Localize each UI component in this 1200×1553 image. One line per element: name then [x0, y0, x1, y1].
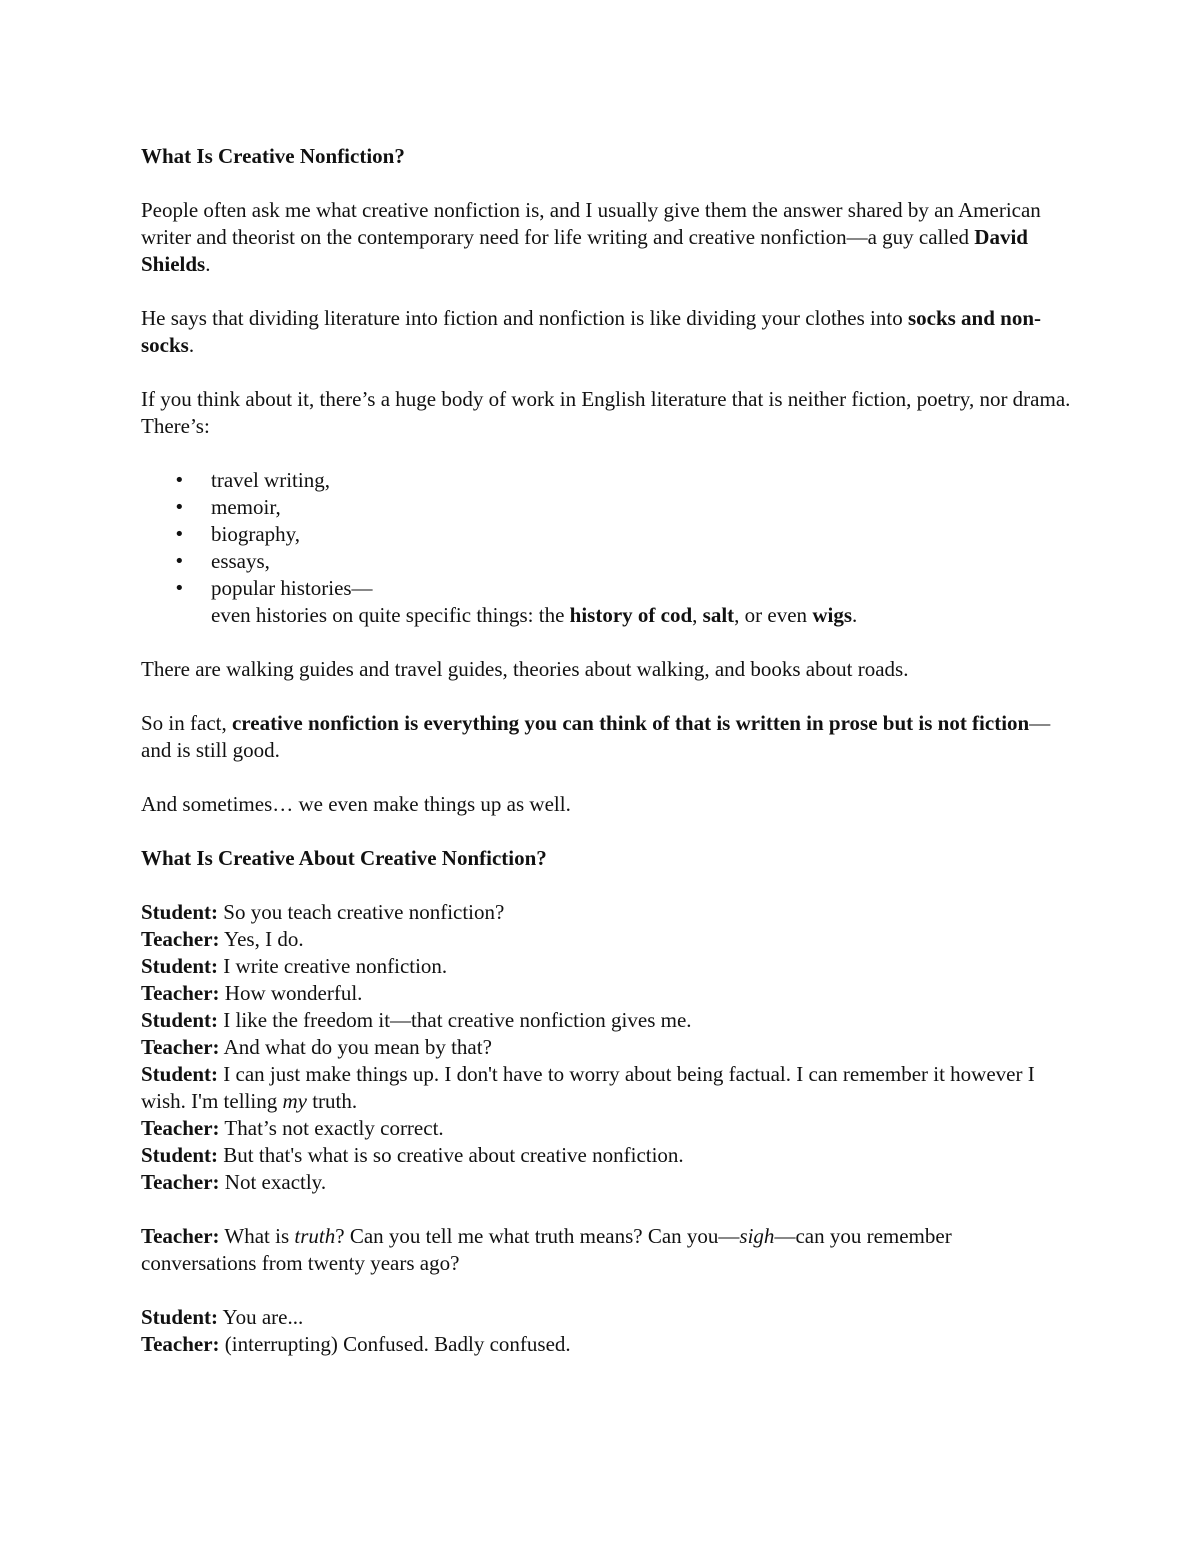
dialogue-text: And what do you mean by that? [219, 1035, 492, 1059]
bullet-icon: • [174, 497, 185, 518]
dialogue-line [141, 1169, 1071, 1196]
dialogue-text: You are... [218, 1305, 304, 1329]
speaker-label: Student: [141, 954, 219, 978]
bold-text: socks and non-socks [141, 306, 1042, 357]
dialogue-line [141, 1007, 1071, 1034]
list-item [141, 548, 1071, 575]
dialogue-line [141, 926, 1071, 953]
list-item-text: , or even [734, 603, 813, 627]
speaker-label: Student: [141, 1062, 219, 1086]
dialogue-line [141, 1142, 1071, 1169]
dialogue-text: But that's what is so creative about creative nonfiction. [218, 1143, 684, 1167]
paragraph-definition [141, 710, 1071, 764]
bold-text: history of cod [569, 603, 693, 627]
list-item-text: popular histories— [211, 576, 373, 600]
section-heading: What Is Creative Nonfiction? [141, 144, 405, 168]
speaker-label: Teacher: [141, 1035, 220, 1059]
italic-text: sigh [739, 1224, 775, 1248]
speaker-label: Student: [141, 1143, 219, 1167]
paragraph-text: People often ask me what creative nonfiction is, and I usually give them the answer shared by an American writer and theorist on the contemporary need for life writing and creative nonfiction—a guy called [141, 198, 1041, 249]
list-item [141, 467, 1071, 494]
dialogue-block [141, 899, 1071, 1196]
paragraph-body-of-work: If you think about it, there’s a huge body of work in English literature that is neither fiction, poetry, nor drama. There’s: [141, 387, 1071, 438]
list-item-text: , [692, 603, 703, 627]
dialogue-line [141, 980, 1071, 1007]
paragraph-text: —and is still good. [141, 711, 1051, 762]
bullet-icon: • [174, 524, 185, 545]
dialogue-text: What is [219, 1224, 295, 1248]
speaker-label: Student: [141, 1008, 219, 1032]
speaker-label: Teacher: [141, 927, 220, 951]
dialogue-line [141, 1061, 1071, 1115]
speaker-label: Teacher: [141, 981, 220, 1005]
dialogue-text: truth. [306, 1089, 358, 1113]
list-item [141, 494, 1071, 521]
dialogue-line [141, 953, 1071, 980]
dialogue-line [141, 1115, 1071, 1142]
bold-text: David Shields [141, 225, 1028, 276]
dialogue-paragraph-truth [141, 1223, 1071, 1277]
bold-text: salt [702, 603, 735, 627]
list-item-text: . [852, 603, 858, 627]
dialogue-text: (interrupting) Confused. Badly confused. [219, 1332, 571, 1356]
paragraph-text: . [205, 252, 211, 276]
bullet-icon: • [174, 470, 185, 491]
list-item-text: travel writing, [211, 468, 330, 492]
list-item [141, 521, 1071, 548]
speaker-label: Teacher: [141, 1116, 220, 1140]
speaker-label: Teacher: [141, 1170, 220, 1194]
dialogue-text: ? Can you tell me what truth means? Can you— [335, 1224, 740, 1248]
list-item-text: memoir, [211, 495, 281, 519]
dialogue-line [141, 1331, 1071, 1358]
speaker-label: Student: [141, 900, 219, 924]
dialogue-text: So you teach creative nonfiction? [218, 900, 505, 924]
list-item-text: essays, [211, 549, 270, 573]
paragraph-david-shields [141, 197, 1071, 278]
dialogue-block [141, 1304, 1071, 1358]
list-item [141, 575, 1071, 629]
bold-text: creative nonfiction is everything you can think of that is written in prose but is not fiction [231, 711, 1030, 735]
dialogue-line [141, 1034, 1071, 1061]
speaker-label: Teacher: [141, 1332, 220, 1356]
dialogue-text: I like the freedom it—that creative nonfiction gives me. [218, 1008, 692, 1032]
dialogue-text: I write creative nonfiction. [218, 954, 448, 978]
bullet-icon: • [174, 551, 185, 572]
bold-text: wigs [812, 603, 852, 627]
paragraph-walking-guides: There are walking guides and travel guides, theories about walking, and books about roads. [141, 657, 909, 681]
bullet-icon: • [174, 578, 185, 599]
paragraph-make-things-up: And sometimes… we even make things up as well. [141, 792, 571, 816]
paragraph-text: He says that dividing literature into fiction and nonfiction is like dividing your clothes into [141, 306, 908, 330]
paragraph-text: So in fact, [141, 711, 232, 735]
dialogue-text: I can just make things up. I don't have to worry about being factual. I can remember it however I wish. I'm telling [141, 1062, 1035, 1113]
list-item-text: biography, [211, 522, 301, 546]
italic-text: my [282, 1089, 307, 1113]
paragraph-socks [141, 305, 1071, 359]
dialogue-text: That’s not exactly correct. [219, 1116, 444, 1140]
italic-text: truth [294, 1224, 336, 1248]
dialogue-line [141, 899, 1071, 926]
speaker-label: Teacher: [141, 1224, 220, 1248]
bullet-list [141, 467, 1071, 629]
dialogue-line [141, 1304, 1071, 1331]
paragraph-text: . [188, 333, 195, 357]
dialogue-text: Not exactly. [219, 1170, 327, 1194]
dialogue-text: —can you remember conversations from twenty years ago? [141, 1224, 952, 1275]
dialogue-text: Yes, I do. [219, 927, 304, 951]
document-page [141, 143, 1071, 1385]
dialogue-text: How wonderful. [219, 981, 363, 1005]
list-item-continuation [211, 603, 857, 627]
speaker-label: Student: [141, 1305, 219, 1329]
list-item-text: even histories on quite specific things: the [211, 603, 570, 627]
section-heading: What Is Creative About Creative Nonfiction? [141, 846, 547, 870]
